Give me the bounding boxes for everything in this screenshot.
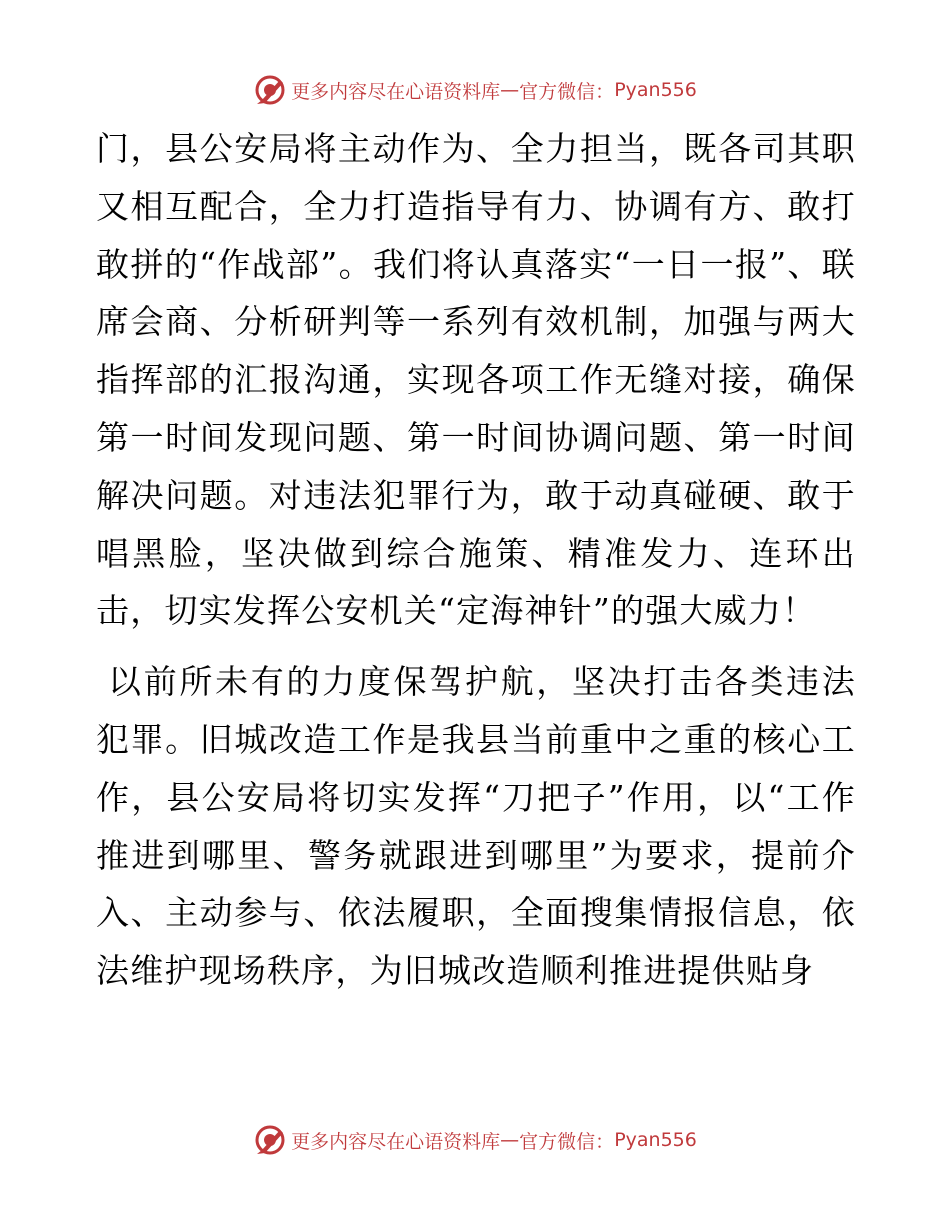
- pen-logo-icon: [253, 73, 287, 107]
- document-body: [96, 120, 856, 1000]
- paragraph: 以前所未有的力度保驾护航，坚决打击各类违法犯罪。旧城改造工作是我县当前重中之重的核心工作，县公安局将切实发挥“刀把子”作用，以“工作推进到哪里、警务就跟进到哪里”为要求，提前介入、主动参与、依法履职，全面搜集情报信息，依法维护现场秩序，为旧城改造顺利推进提供贴身: [96, 662, 856, 991]
- header-site-text: 更多内容尽在心语资料库: [291, 80, 501, 103]
- header-wechat-id: Pyan556: [614, 79, 697, 101]
- header-banner: [0, 70, 950, 110]
- header-wechat-label: 官方微信：: [519, 80, 615, 103]
- footer-wechat-label: 官方微信：: [519, 1130, 615, 1153]
- footer-site-text: 更多内容尽在心语资料库: [291, 1130, 501, 1153]
- paragraph: 门，县公安局将主动作为、全力担当，既各司其职又相互配合，全力打造指导有力、协调有方、敢打敢拼的“作战部”。我们将认真落实“一日一报”、联席会商、分析研判等一系列有效机制，加强与两大指挥部的汇报沟通，实现各项工作无缝对接，确保第一时间发现问题、第一时间协调问题、第一时间解决问题。对违法犯罪行为，敢于动真碰硬、敢于唱黑脸，坚决做到综合施策、精准发力、连环出击，切实发挥公安机关“定海神针”的强大威力！: [96, 129, 856, 631]
- pen-logo-icon: [253, 1123, 287, 1157]
- footer-dash: —: [500, 1129, 520, 1151]
- header-dash: —: [500, 79, 520, 101]
- footer-banner: [0, 1120, 950, 1160]
- footer-wechat-id: Pyan556: [614, 1129, 697, 1151]
